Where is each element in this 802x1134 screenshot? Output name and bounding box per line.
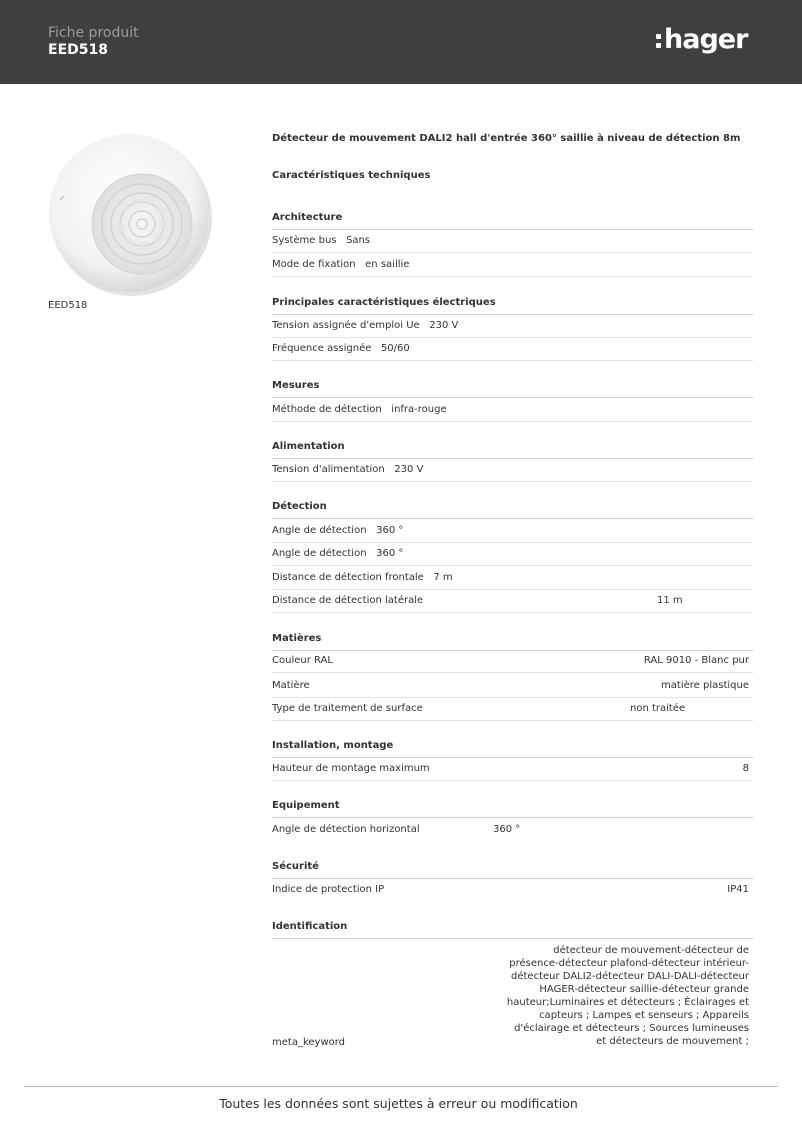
product-reference: EED518: [48, 42, 108, 58]
spec-value: 230 V: [394, 464, 424, 475]
section-title-equipement: Equipement: [272, 800, 753, 818]
document-type: Fiche produit: [48, 25, 139, 41]
spec-row: [272, 400, 753, 422]
product-title: Détecteur de mouvement DALI2 hall d'entrée 360° saillie à niveau de détection 8m: [272, 133, 741, 144]
spec-label: Hauteur de montage maximum: [272, 763, 430, 774]
spec-value: matière plastique: [661, 680, 749, 691]
spec-label: Tension d'alimentation 230 V: [272, 464, 424, 475]
spec-row: [272, 880, 753, 902]
spec-label: Distance de détection frontale 7 m: [272, 572, 453, 583]
spec-label: Mode de fixation en saillie: [272, 259, 410, 270]
spec-row: [272, 820, 753, 842]
spec-row: [272, 339, 753, 361]
section-title-architecture: Architecture: [272, 212, 753, 230]
spec-row: [272, 568, 753, 590]
spec-row: [272, 699, 753, 721]
spec-value: IP41: [727, 884, 749, 895]
spec-label: Indice de protection IP: [272, 884, 385, 895]
section-title-alimentation: Alimentation: [272, 441, 753, 459]
spec-label: Angle de détection 360 °: [272, 525, 404, 536]
spec-row: [272, 591, 753, 613]
product-image-caption: EED518: [48, 300, 88, 311]
spec-value: en saillie: [365, 259, 410, 270]
section-title-matieres: Matières: [272, 633, 753, 651]
spec-label: Méthode de détection infra-rouge: [272, 404, 447, 415]
section-title-mesures: Mesures: [272, 380, 753, 398]
spec-label: Tension assignée d'emploi Ue 230 V: [272, 320, 459, 331]
spec-value: 11 m: [657, 595, 683, 606]
keywords-value: détecteur de mouvement-détecteur de présence-détecteur plafond-détecteur intérieur-détecteur DALI2-détecteur DALI-DALI-détecteur HAGER-détecteur saillie-détecteur grande hauteur;Luminaires et détecteurs ; Éclairages et capteurs ; Lampes et senseurs ; Appareils d'éclairage et détecteurs ; Sources lumineuses et détecteurs de mouvement ;: [506, 945, 749, 1047]
spec-value: non traitée: [630, 703, 686, 714]
spec-row: [272, 651, 753, 673]
spec-value: 230 V: [429, 320, 459, 331]
spec-label: Fréquence assignée 50/60: [272, 343, 410, 354]
footer-disclaimer: Toutes les données sont sujettes à erreur ou modification: [219, 1096, 578, 1111]
spec-value: 7 m: [433, 572, 453, 583]
spec-value: Sans: [346, 235, 371, 246]
section-title-detection: Détection: [272, 501, 753, 519]
section-title-securite: Sécurité: [272, 861, 753, 879]
spec-row: [272, 255, 753, 277]
spec-value: 50/60: [380, 343, 410, 354]
section-title-installation: Installation, montage: [272, 740, 753, 758]
spec-row: [272, 231, 753, 253]
logo-dots-icon: [656, 31, 662, 49]
spec-value: 360 °: [493, 824, 521, 835]
page-header: [0, 0, 802, 84]
footer-divider: [24, 1086, 778, 1087]
spec-row: [272, 460, 753, 482]
spec-label: Angle de détection 360 °: [272, 548, 404, 559]
spec-value: 360 °: [376, 548, 404, 559]
technical-characteristics-heading: Caractéristiques techniques: [272, 170, 431, 181]
spec-label: Couleur RAL: [272, 655, 333, 666]
spec-row: [272, 316, 753, 338]
keywords-label: meta_keyword: [272, 1037, 346, 1048]
spec-label: Type de traitement de surface: [272, 703, 423, 714]
spec-row: [272, 676, 753, 698]
spec-row: [272, 544, 753, 566]
spec-value: 360 °: [376, 525, 404, 536]
spec-label: Système bus Sans: [272, 235, 371, 246]
spec-value: 8: [742, 763, 749, 774]
spec-row: [272, 759, 753, 781]
keywords-row: [272, 942, 753, 1050]
logo-text: hager: [664, 24, 748, 55]
spec-value: RAL 9010 - Blanc pur: [643, 655, 749, 666]
spec-label: Angle de détection horizontal: [272, 824, 420, 835]
section-title-identification: Identification: [272, 921, 753, 939]
spec-row: [272, 521, 753, 543]
spec-value: infra-rouge: [391, 404, 447, 415]
section-title-electrical: Principales caractéristiques électriques: [272, 297, 753, 315]
spec-label: Distance de détection latérale: [272, 595, 424, 606]
product-image: [44, 128, 216, 300]
spec-label: Matière: [272, 680, 310, 691]
hager-logo: [656, 24, 747, 55]
